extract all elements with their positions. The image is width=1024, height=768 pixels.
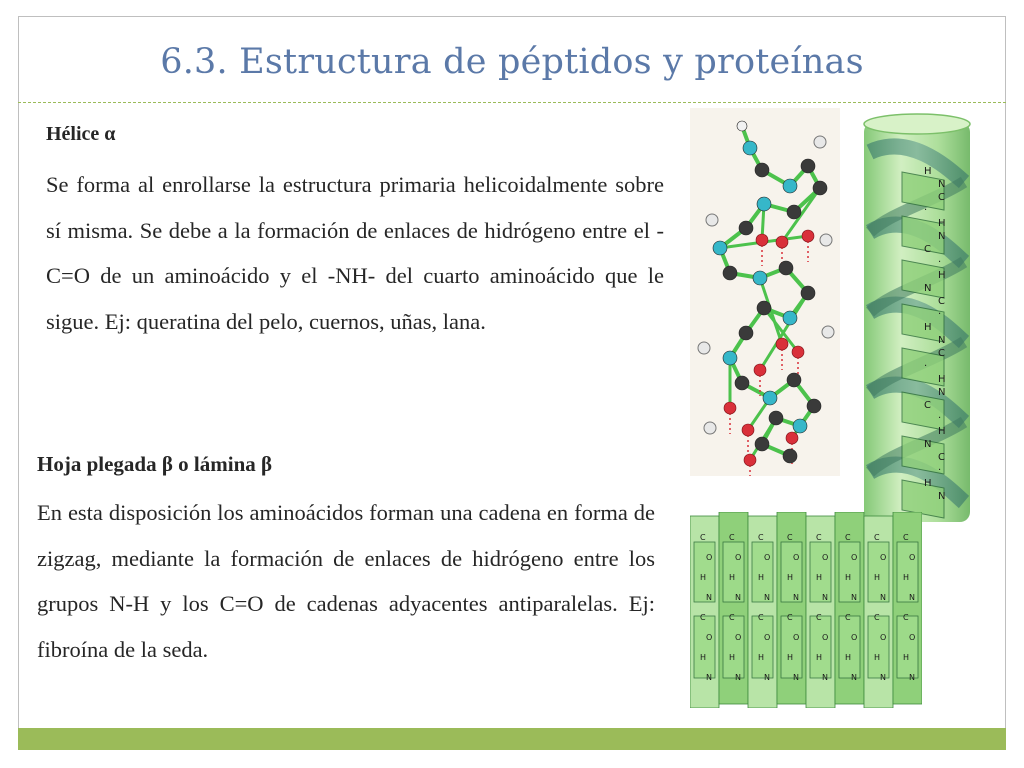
svg-text:H: H <box>845 653 852 662</box>
svg-text:N: N <box>909 593 915 602</box>
svg-text:O: O <box>793 633 800 642</box>
molecule-svg <box>690 108 840 476</box>
svg-text:H: H <box>924 322 932 333</box>
svg-text:H: H <box>787 653 794 662</box>
svg-text:C: C <box>700 533 706 542</box>
svg-text:O: O <box>880 633 887 642</box>
svg-text:N: N <box>735 593 741 602</box>
svg-text:N: N <box>880 593 886 602</box>
svg-text:N: N <box>938 387 946 398</box>
svg-text:O: O <box>793 553 800 562</box>
svg-text:N: N <box>822 673 828 682</box>
svg-text:C: C <box>938 452 945 463</box>
svg-text:N: N <box>851 673 857 682</box>
svg-text:O: O <box>822 633 829 642</box>
svg-text:N: N <box>822 593 828 602</box>
svg-text:H: H <box>729 653 736 662</box>
svg-text:N: N <box>764 593 770 602</box>
svg-text:O: O <box>764 633 771 642</box>
svg-text:·: · <box>938 309 942 320</box>
svg-text:C: C <box>816 533 822 542</box>
svg-text:N: N <box>909 673 915 682</box>
svg-text:H: H <box>787 573 794 582</box>
svg-text:O: O <box>822 553 829 562</box>
svg-text:H: H <box>700 653 707 662</box>
svg-text:O: O <box>764 553 771 562</box>
svg-text:H: H <box>874 653 881 662</box>
alpha-helix-molecule-image <box>690 108 840 476</box>
svg-text:C: C <box>816 613 822 622</box>
svg-text:·: · <box>938 413 942 424</box>
svg-text:H: H <box>924 166 932 177</box>
svg-text:N: N <box>938 231 946 242</box>
svg-text:O: O <box>735 633 742 642</box>
svg-text:C: C <box>700 613 706 622</box>
svg-text:·: · <box>938 465 942 476</box>
svg-text:C: C <box>874 533 880 542</box>
alpha-helix-description: Se forma al enrollarse la estructura primaria helicoidalmente sobre sí misma. Se debe a la formación de enlaces de hidrógeno entre el -C=O de un aminoácido y el -NH- del cuarto aminoácido que le sigue. Ej: queratina del pelo, cuernos, uñas, lana. <box>46 172 664 334</box>
beta-sheet-image <box>690 512 922 708</box>
svg-text:H: H <box>845 573 852 582</box>
svg-text:H: H <box>938 426 946 437</box>
svg-text:H: H <box>938 270 946 281</box>
sheet-svg <box>690 512 922 708</box>
svg-text:C: C <box>758 613 764 622</box>
alpha-helix-cylinder-image <box>852 112 982 532</box>
alpha-helix-heading: Hélice α <box>46 123 116 145</box>
svg-text:N: N <box>793 673 799 682</box>
svg-text:O: O <box>909 633 916 642</box>
svg-text:H: H <box>729 573 736 582</box>
svg-text:H: H <box>903 573 910 582</box>
svg-text:H: H <box>758 573 765 582</box>
footer-bar <box>18 728 1006 750</box>
title-divider <box>18 102 1006 103</box>
svg-text:·: · <box>938 257 942 268</box>
svg-text:H: H <box>874 573 881 582</box>
beta-sheet-description: En esta disposición los aminoácidos forman una cadena en forma de zigzag, mediante la formación de enlaces de hidrógeno entre los grupos N-H y los C=O de cadenas adyacentes antiparalelas. Ej: fibroína de la seda. <box>37 500 655 662</box>
svg-text:C: C <box>903 533 909 542</box>
svg-text:·: · <box>924 205 928 216</box>
svg-text:H: H <box>903 653 910 662</box>
svg-text:C: C <box>924 244 931 255</box>
svg-text:C: C <box>845 533 851 542</box>
svg-text:N: N <box>793 593 799 602</box>
svg-text:C: C <box>729 533 735 542</box>
svg-text:N: N <box>706 593 712 602</box>
svg-text:C: C <box>938 348 945 359</box>
svg-text:O: O <box>880 553 887 562</box>
helix-svg <box>852 112 982 532</box>
svg-text:C: C <box>758 533 764 542</box>
svg-text:O: O <box>851 553 858 562</box>
svg-text:C: C <box>787 613 793 622</box>
svg-text:O: O <box>851 633 858 642</box>
svg-text:C: C <box>938 192 945 203</box>
svg-text:N: N <box>924 439 932 450</box>
svg-text:C: C <box>874 613 880 622</box>
svg-text:H: H <box>938 218 946 229</box>
svg-text:C: C <box>903 613 909 622</box>
svg-text:O: O <box>706 633 713 642</box>
svg-text:N: N <box>706 673 712 682</box>
svg-text:H: H <box>924 478 932 489</box>
svg-text:C: C <box>938 296 945 307</box>
svg-text:H: H <box>816 653 823 662</box>
svg-text:N: N <box>851 593 857 602</box>
svg-text:N: N <box>924 283 932 294</box>
svg-text:O: O <box>909 553 916 562</box>
svg-text:H: H <box>816 573 823 582</box>
svg-text:C: C <box>787 533 793 542</box>
svg-text:N: N <box>938 491 946 502</box>
svg-text:C: C <box>845 613 851 622</box>
beta-sheet-heading: Hoja plegada β o lámina β <box>37 452 273 476</box>
svg-text:N: N <box>764 673 770 682</box>
svg-text:N: N <box>938 179 946 190</box>
svg-text:O: O <box>735 553 742 562</box>
slide-title: 6.3. Estructura de péptidos y proteínas <box>160 42 864 82</box>
svg-text:H: H <box>938 374 946 385</box>
svg-text:N: N <box>880 673 886 682</box>
svg-text:O: O <box>706 553 713 562</box>
svg-text:N: N <box>735 673 741 682</box>
svg-text:H: H <box>758 653 765 662</box>
svg-text:N: N <box>938 335 946 346</box>
svg-text:C: C <box>924 400 931 411</box>
svg-text:C: C <box>729 613 735 622</box>
svg-text:H: H <box>700 573 707 582</box>
svg-text:·: · <box>924 361 928 372</box>
